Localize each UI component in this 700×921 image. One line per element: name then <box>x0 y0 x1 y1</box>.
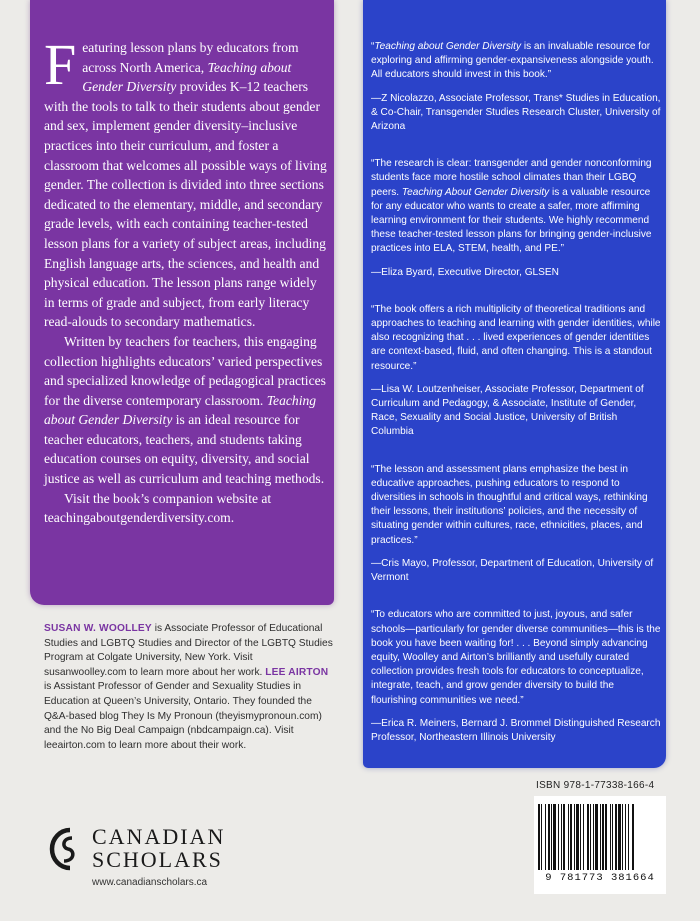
endorsement-attribution: —Z Nicolazzo, Associate Professor, Trans* Studies in Education, & Co-Chair, Transgender Studies Research Cluster, University of Arizona <box>371 92 661 133</box>
author-name-woolley: SUSAN W. WOOLLEY <box>44 623 152 634</box>
isbn-label: ISBN 978-1-77338-166-4 <box>536 780 655 791</box>
endorsement-attribution: —Eliza Byard, Executive Director, GLSEN <box>371 266 559 278</box>
barcode <box>534 796 666 894</box>
barcode-digits: 9 781773 381664 <box>545 872 655 884</box>
endorsement-attribution: —Erica R. Meiners, Bernard J. Brommel Distinguished Research Professor, Northeastern Illinois University <box>371 717 661 743</box>
cs-monogram-icon <box>44 824 84 874</box>
description-paragraph-3: Visit the book’s companion website at teachingaboutgenderdiversity.com. <box>44 490 272 526</box>
endorsement-attribution: —Cris Mayo, Professor, Department of Education, University of Vermont <box>371 557 654 584</box>
publisher-name-line2: SCHOLARS <box>92 847 223 872</box>
publisher-name-line1: CANADIAN <box>92 824 226 849</box>
book-description <box>44 32 328 528</box>
endorsement-5: “To educators who are committed to just, joyous, and safer schools—particularly for gender diverse communities—this is the book you have been waiting for! . . . Beyond simply advancing equity, Woolley and Airton’s brilliantly and usefully curated collection provides fresh tools for educators to conceptualize, integrate, teach, and grow gender diversity to build the flourishing communities we need.” —Erica R. Meiners, Bernard J. Brommel Distinguished Research Professor, Northeastern Illinois University <box>371 608 661 745</box>
endorsement-attribution: —Lisa W. Loutzenheiser, Associate Professor, Department of Curriculum and Pedagogy, & Associate, Institute of Gender, Race, Sexuality and Social Justice, University of British Columbia <box>371 383 644 438</box>
description-paragraph-1: Featuring lesson plans by educators from across North America, Teaching about Gender Diversity provides K–12 teachers with the tools to talk to their students about gender and sex, implement gender diversity–inclusive practices into their curriculum, and foster a classroom that welcomes all possible ways of living gender. The collection is divided into three sections dedicated to the elementary, middle, and secondary grade levels, with each containing teacher-tested lesson plans for a variety of subject areas, including English language arts, the sciences, and health and physical education. The lesson plans range widely in terms of grade and subject, from early literacy read-alouds to secondary mathematics. <box>44 32 327 330</box>
publisher-logo <box>44 822 264 892</box>
endorsement-3: “The book offers a rich multiplicity of theoretical traditions and approaches to teaching and learning with gender identities, while also recognizing that . . . lived experiences of gender identities are context-based, fluid, and often changing. This is a standout resource.” —Lisa W. Loutzenheiser, Associate Professor, Department of Curriculum and Pedagogy, & Associate, Institute of Gender, Race, Sexuality and Social Justice, University of British Columbia <box>371 303 661 440</box>
drop-cap: F <box>44 32 77 97</box>
barcode-bars <box>538 804 662 870</box>
author-bio: SUSAN W. WOOLLEY is Associate Professor of Educational Studies and LGBTQ Studies and Director of the LGBTQ Studies Program at Colgate University, New York. Visit susanwoolley.com to learn more about her work. LEE AIRTON is Assistant Professor of Gender and Sexuality Studies in Education at Queen’s University, Ontario. They founded the Q&A-based blog They Is My Pronoun (theyismypronoun.com) and the No Big Deal Campaign (nbdcampaign.ca). Visit leeairton.com to learn more about their work. <box>44 623 333 751</box>
description-paragraph-2: Written by teachers for teachers, this engaging collection highlights educators’ varied perspectives and specialized knowledge of pedagogical practices for the diverse contemporary classroom. Teaching about Gender Diversity is an ideal resource for teacher educators, teachers, and students taking education courses on equity, diversity, and social justice as well as curriculum and teaching methods. <box>44 333 326 487</box>
endorsement-4: “The lesson and assessment plans emphasize the best in educative approaches, pushing educators to respond to diversities in schools in thoughtful and critical ways, rethinking their lessons, their institutions’ policies, and the necessity of situating gender within cultures, race, ethnicities, places, and practices.” —Cris Mayo, Professor, Department of Education, University of Vermont <box>371 463 661 586</box>
publisher-url: www.canadianscholars.ca <box>92 877 208 888</box>
endorsement-2: “The research is clear: transgender and gender nonconforming students face more hostile school climates than their LGBQ peers. Teaching About Gender Diversity is a valuable resource for any educator who wants to create a safer, more affirming learning environment for their students. We highly recommend these teacher-tested lesson plans for bringing gender-inclusive practices into ELA, STEM, health, and PE.” —Eliza Byard, Executive Director, GLSEN <box>371 157 661 280</box>
author-name-airton: LEE AIRTON <box>265 666 329 678</box>
endorsement-1: “Teaching about Gender Diversity is an invaluable resource for exploring and affirming gender-expansiveness alongside youth. All educators should invest in this book.” —Z Nicolazzo, Associate Professor, Trans* Studies in Education, & Co-Chair, Transgender Studies Research Cluster, University of Arizona <box>371 40 661 134</box>
endorsements <box>371 40 661 768</box>
